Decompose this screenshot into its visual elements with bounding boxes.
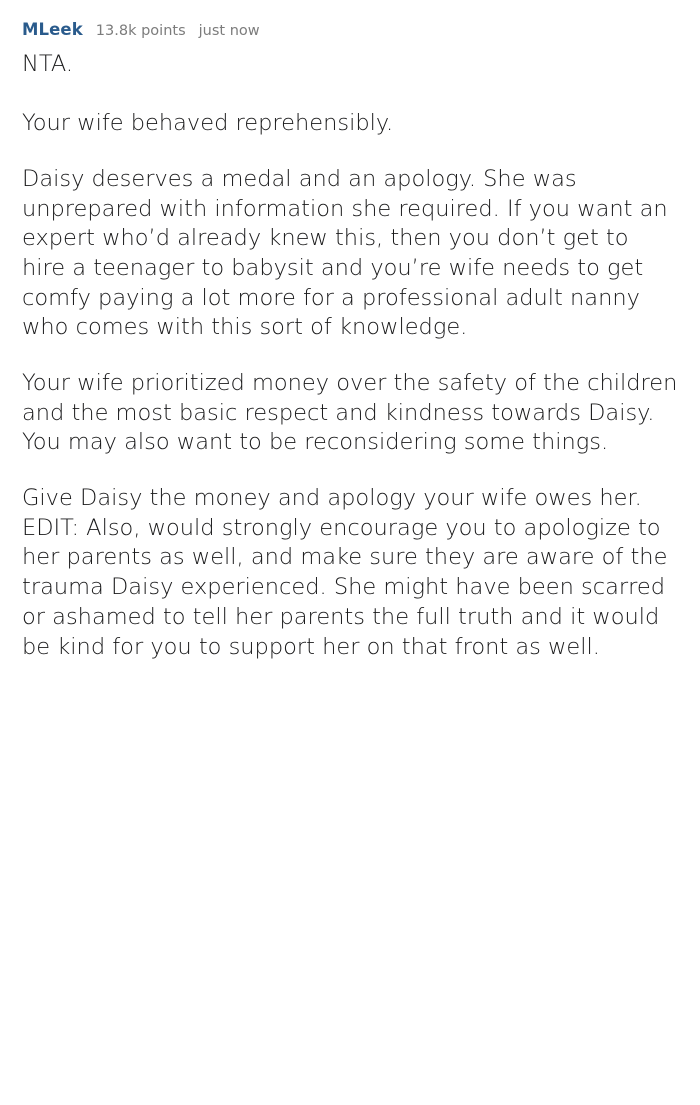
comment-header xyxy=(22,22,678,39)
comment-paragraph: Give Daisy the money and apology your wife owes her. EDIT: Also, would strongly encourage you to apologize to her parents as well, and make sure they are aware of the trauma Daisy experienced. She might have been scarred or ashamed to tell her parents the full truth and it would be kind for you to support her on that front as well. xyxy=(22,485,668,660)
comment-points: 13.8k points xyxy=(95,23,186,39)
comment-paragraph: Daisy deserves a medal and an apology. She was unprepared with information she required. If you want an expert who’d already knew this, then you don’t get to hire a teenager to babysit and you’re wife needs to get comfy paying a lot more for a professional adult nanny who comes with this sort of knowledge. xyxy=(22,165,668,341)
comment-paragraph: Your wife prioritized money over the safety of the children and the most basic respect and kindness towards Daisy. You may also want to be reconsidering some things. xyxy=(22,370,678,456)
comment-paragraph: Your wife behaved reprehensibly. xyxy=(22,110,394,137)
comment-timestamp: just now xyxy=(198,23,260,39)
comment-body xyxy=(22,50,678,663)
comment-paragraph: NTA. xyxy=(22,50,73,77)
comment-author[interactable]: MLeek xyxy=(22,20,83,39)
